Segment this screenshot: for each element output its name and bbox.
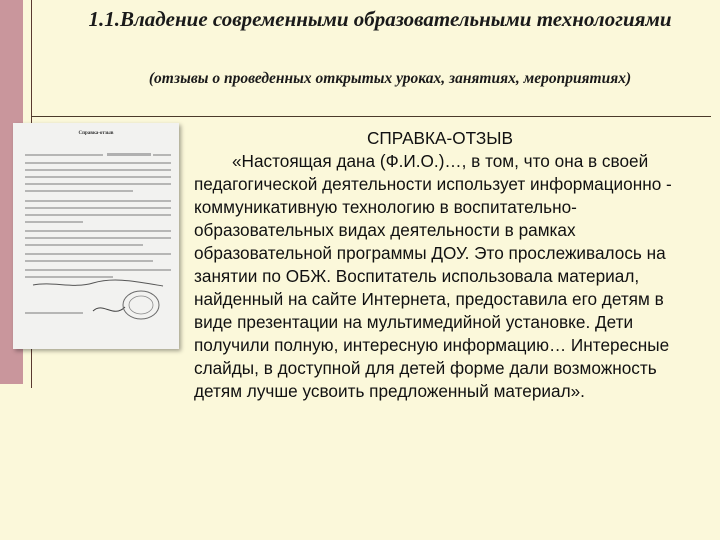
body-heading: СПРАВКА-ОТЗЫВ (367, 128, 513, 148)
slide-subtitle: (отзывы о проведенных открытых уроках, занятиях, мероприятиях) (148, 70, 632, 87)
body-paragraph: «Настоящая дана (Ф.И.О.)…, в том, что она в своей педагогической деятельности использует информационно - коммуникативную технологию в воспитательно-образовательных видах деятельности в рамках образовательной программы ДОУ. Это прослеживалось на занятии по ОБЖ. Воспитатель использовала материал, найденный на сайте Интернета, предоставила его детям в виде презентации на мультимедийной установке. Дети получили полную, интересную информацию… Интересные слайды, в доступной для детей форме дали возможность детям лучше усвоить предложенный материал». (194, 151, 672, 401)
document-heading: Справка-отзыв (78, 131, 114, 136)
title-divider (31, 116, 711, 117)
slide-title: 1.1.Владение современными образовательными технологиями (88, 7, 672, 31)
body-text-block (194, 127, 686, 403)
scanned-document-image (13, 123, 179, 349)
